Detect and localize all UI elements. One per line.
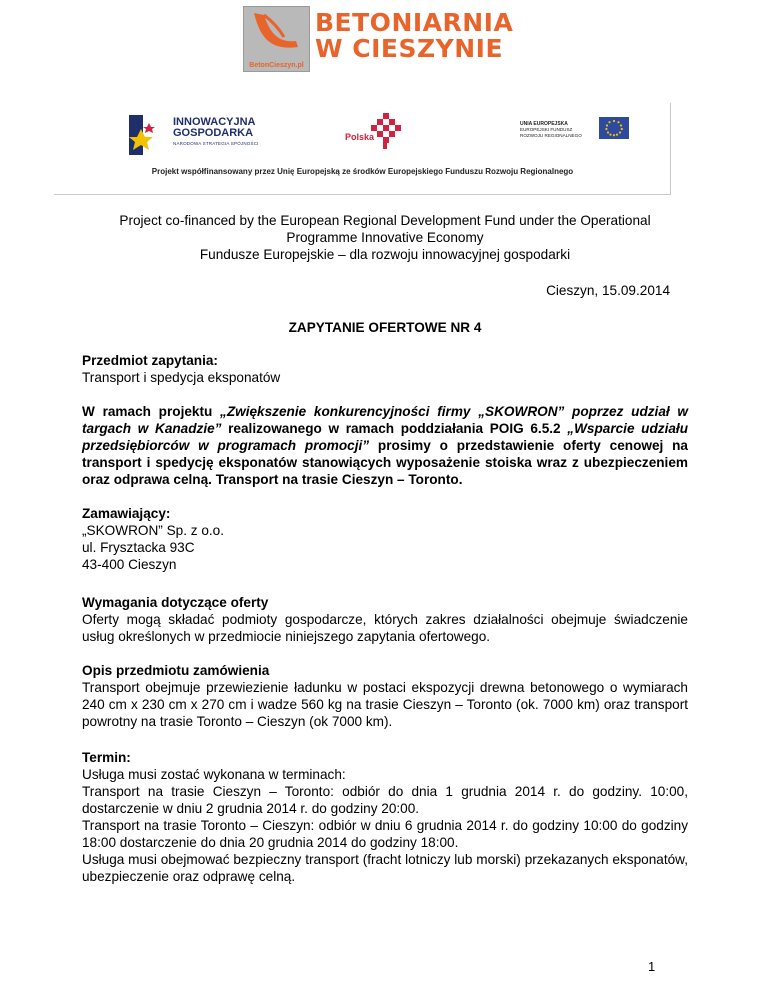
place-date: Cieszyn, 15.09.2014	[546, 283, 670, 298]
eu-line-2: EUROPEJSKI FUNDUSZ	[520, 127, 573, 132]
subject-text: Transport i spedycja eksponatów	[82, 370, 281, 385]
term-heading: Termin:	[82, 750, 131, 765]
ig-subtitle: NARODOWA STRATEGIA SPÓJNOŚCI	[173, 141, 259, 146]
polska-pattern-icon	[367, 111, 407, 151]
ig-line-1: INNOWACYJNA	[173, 116, 256, 128]
intro-line-1: Project co-financed by the European Regional Development Fund under the Operational	[119, 213, 651, 228]
eu-line-3: ROZWOJU REGIONALNEGO	[520, 133, 582, 138]
funding-note: Projekt współfinansowany przez Unię Europejską ze środków Europejskiego Funduszu Rozwoju Regionalnego	[151, 167, 574, 176]
requirements-heading: Wymagania dotyczące oferty	[82, 595, 269, 610]
orderer-city: 43-400 Cieszyn	[82, 557, 177, 572]
brand-line-1: BETONIARNIA	[315, 8, 514, 37]
document-title: ZAPYTANIE OFERTOWE NR 4	[288, 320, 482, 335]
brand-line-2: W CIESZYNIE	[315, 34, 504, 63]
term-line-3: Transport na trasie Toronto – Cieszyn: odbiór w dniu 6 grudnia 2014 r. do godziny 10:00 do godziny 18:00 dostarczenie do dnia 20 grudnia 2014 do godziny 18:00.	[82, 818, 688, 850]
requirements-text: Oferty mogą składać podmioty gospodarcze, których zakres działalności obejmuje świadczenie usług określonych w przedmiocie niniejszego zapytania ofertowego.	[82, 612, 688, 644]
eu-text	[520, 121, 582, 139]
intro-line-2: Programme Innovative Economy	[286, 230, 484, 245]
term-section	[82, 749, 688, 885]
orderer-name: „SKOWRON” Sp. z o.o.	[82, 523, 225, 538]
company-logo	[243, 6, 513, 72]
ig-title	[173, 117, 256, 139]
ig-line-2: GOSPODARKA	[173, 127, 254, 139]
page-number: 1	[648, 959, 656, 974]
lead-part-5: prosimy o przedstawienie oferty cenowej na transport i spedycję eksponatów stanowiących wyposażenie stoiska wraz z ubezpieczeniem oraz odprawa celną. Transport na trasie Cieszyn – Toronto.	[82, 438, 688, 487]
orderer-heading: Zamawiający:	[82, 506, 171, 521]
logo-url: BetonCieszyn.pl	[249, 62, 304, 69]
subject-section	[82, 352, 688, 386]
requirements-section	[82, 594, 688, 645]
eu-line-1: UNIA EUROPEJSKA	[520, 121, 568, 127]
description-heading: Opis przedmiotu zamówienia	[82, 663, 270, 678]
innowacyjna-gospodarka-logo	[127, 113, 327, 159]
lead-part-3: realizowanego w ramach poddziałania POIG 6.5.2	[221, 421, 568, 436]
term-line-2: Transport na trasie Cieszyn – Toronto: odbiór do dnia 1 grudnia 2014 r. do godziny. 10:00, dostarczenie w dniu 2 grudnia 2014 r. do godziny 20:00.	[82, 784, 688, 816]
ig-star-icon	[127, 113, 171, 157]
description-text: Transport obejmuje przewiezienie ładunku w postaci ekspozycji drewna betonowego o wymiarach 240 cm x 230 cm x 270 cm i wadze 560 kg na trasie Cieszyn – Toronto (ok. 7000 km) oraz transport powrotny na trasie Toronto – Cieszyn (ok 7000 km).	[82, 680, 688, 729]
eu-logo	[494, 117, 644, 151]
orderer-street: ul. Frysztacka 93C	[82, 540, 195, 555]
lead-measure-name: „Wsparcie udziału przedsiębiorców w programach promocji”	[82, 421, 689, 453]
polska-logo	[341, 109, 411, 157]
term-line-1: Usługa musi zostać wykonana w terminach:	[82, 767, 346, 782]
lead-project-name: „Zwiększenie konkurencyjności firmy „SKOWRON” poprzez udział w targach w Kanadzie”	[82, 404, 688, 436]
term-line-4: Usługa musi obejmować bezpieczny transport (fracht lotniczy lub morski) przekazanych eksponatów, ubezpieczenie oraz odprawę celną.	[82, 852, 688, 884]
intro-block	[82, 212, 688, 263]
intro-line-3: Fundusze Europejskie – dla rozwoju innowacyjnej gospodarki	[199, 247, 571, 262]
subject-heading: Przedmiot zapytania:	[82, 353, 218, 368]
eu-flag-icon	[599, 117, 629, 139]
description-section	[82, 662, 688, 730]
polska-label: Polska	[345, 132, 375, 142]
logo-mark-icon	[244, 7, 311, 63]
logo-badge	[243, 6, 310, 72]
lead-paragraph	[82, 403, 688, 488]
lead-part-1: W ramach projektu	[82, 404, 221, 419]
funding-logos-bar	[54, 103, 671, 195]
orderer-section	[82, 505, 688, 573]
